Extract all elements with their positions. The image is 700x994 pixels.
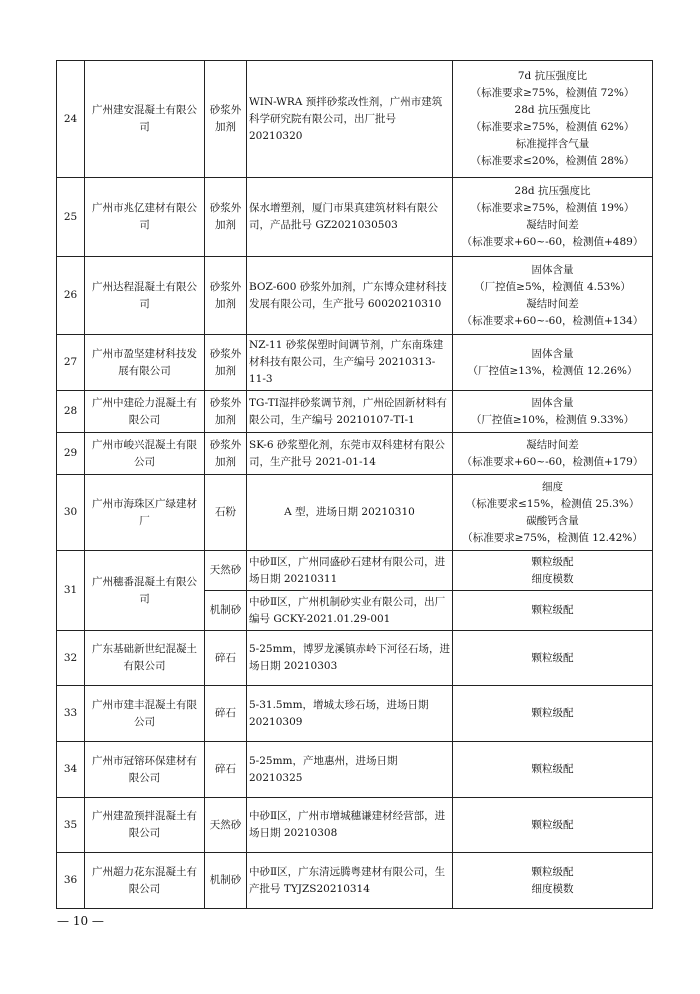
table-row — [57, 61, 653, 178]
table-row — [57, 433, 653, 475]
table-row — [57, 551, 653, 591]
table-row — [57, 391, 653, 433]
table-row — [57, 686, 653, 742]
table-row — [57, 257, 653, 335]
row-number: 31 — [57, 551, 85, 631]
product-type: 砂浆外加剂 — [205, 391, 247, 433]
row-number: 34 — [57, 742, 85, 798]
company-name: 广州达程混凝土有限公司 — [85, 257, 205, 335]
company-name: 广州市建丰混凝土有限公司 — [85, 686, 205, 742]
test-item-line: （标准要求≤20%，检测值 28%） — [470, 155, 635, 167]
product-type: 天然砂 — [205, 551, 247, 591]
test-item-line: 凝结时间差 — [526, 219, 579, 231]
test-item-line: （厂控值≥5%，检测值 4.53%） — [474, 280, 631, 293]
row-number: 27 — [57, 335, 85, 391]
row-number: 28 — [57, 391, 85, 433]
test-item-line: 碳酸钙含量 — [526, 514, 579, 527]
table-row — [57, 742, 653, 798]
test-item-line: 颗粒级配 — [531, 555, 574, 568]
test-item-line: 固体含量 — [531, 263, 574, 276]
test-item-line: 凝结时间差 — [526, 438, 579, 451]
product-type: 机制砂 — [205, 591, 247, 631]
test-items — [453, 257, 653, 335]
sample-info: SK-6 砂浆塑化剂，东莞市双科建材有限公司，生产批号 2021-01-14 — [247, 433, 453, 475]
test-items — [453, 853, 653, 909]
product-type: 天然砂 — [205, 798, 247, 853]
test-item-line: 凝结时间差 — [526, 297, 579, 310]
test-item-line: （标准要求+60~-60，检测值+134） — [461, 314, 644, 327]
test-items — [453, 335, 653, 391]
test-items — [453, 391, 653, 433]
row-number: 25 — [57, 178, 85, 257]
test-items — [453, 475, 653, 551]
product-type: 砂浆外加剂 — [205, 257, 247, 335]
company-name: 广州中建砼力混凝土有限公司 — [85, 391, 205, 433]
company-name: 广州市兆亿建材有限公司 — [85, 178, 205, 257]
test-item-line: 颗粒级配 — [531, 707, 574, 719]
test-item-line: （厂控值≥10%，检测值 9.33%） — [470, 413, 635, 426]
company-name: 广州市海珠区广绿建材厂 — [85, 475, 205, 551]
test-item-line: （标准要求+60~-60，检测值+179） — [461, 455, 644, 468]
row-number: 30 — [57, 475, 85, 551]
test-item-line: 细度 — [542, 480, 563, 493]
company-name: 广州市峻兴混凝土有限公司 — [85, 433, 205, 475]
test-item-line: 细度模数 — [531, 882, 574, 895]
product-type: 碎石 — [205, 686, 247, 742]
test-item-line: 颗粒级配 — [531, 651, 574, 664]
test-item-line: 28d 抗压强度比 — [514, 185, 591, 197]
table-row — [57, 178, 653, 257]
company-name: 广州超力花东混凝土有限公司 — [85, 853, 205, 909]
test-items — [453, 742, 653, 798]
row-number: 24 — [57, 61, 85, 178]
sample-info: 中砂Ⅱ区，广东清远腾粤建材有限公司，生产批号 TYJZS20210314 — [247, 853, 453, 909]
product-type: 碎石 — [205, 742, 247, 798]
product-type: 砂浆外加剂 — [205, 335, 247, 391]
test-item-line: 颗粒级配 — [531, 763, 574, 775]
test-item-line: （标准要求≥75%，检测值 72%） — [470, 87, 635, 99]
test-item-line: （标准要求≤15%，检测值 25.3%） — [465, 497, 640, 510]
test-item-line: 固体含量 — [531, 347, 574, 360]
row-number: 35 — [57, 798, 85, 853]
sample-info: A 型，进场日期 20210310 — [247, 475, 453, 551]
page-number: — 10 — — [57, 914, 104, 928]
test-items — [453, 798, 653, 853]
sample-info: 5-31.5mm，增城太珍石场，进场日期 20210309 — [247, 686, 453, 742]
sample-info: WIN-WRA 预拌砂浆改性剂，广州市建筑科学研究院有限公司，出厂批号 20210320 — [247, 61, 453, 178]
sample-info: 中砂Ⅱ区，广州机制砂实业有限公司，出厂编号 GCKY-2021.01.29-001 — [247, 591, 453, 631]
test-item-line: 7d 抗压强度比 — [517, 70, 588, 82]
test-item-line: 细度模数 — [531, 572, 574, 585]
test-item-line: 颗粒级配 — [531, 818, 574, 831]
row-number: 36 — [57, 853, 85, 909]
test-item-line: （标准要求≥75%，检测值 62%） — [470, 121, 635, 133]
test-items — [453, 686, 653, 742]
row-number: 33 — [57, 686, 85, 742]
test-items — [453, 61, 653, 178]
sample-info: NZ-11 砂浆保塑时间调节剂，广东南珠建材科技有限公司，生产编号 20210313-11-3 — [247, 335, 453, 391]
test-items — [453, 178, 653, 257]
test-item-line: （标准要求≥75%，检测值 12.42%） — [462, 531, 643, 544]
sample-info: TG-TⅠ湿拌砂浆调节剂，广州砼固新材料有限公司，生产编号 20210107-TⅠ-1 — [247, 391, 453, 433]
test-items — [453, 551, 653, 591]
product-type: 砂浆外加剂 — [205, 178, 247, 257]
product-type: 碎石 — [205, 631, 247, 686]
company-name: 广州建盈预拌混凝土有限公司 — [85, 798, 205, 853]
test-item-line: 颗粒级配 — [531, 865, 574, 878]
test-item-line: （厂控值≥13%，检测值 12.26%） — [467, 364, 638, 377]
sample-info: BOZ-600 砂浆外加剂，广东博众建材科技发展有限公司，生产批号 60020210310 — [247, 257, 453, 335]
test-item-line: 标准搅拌含气量 — [515, 138, 590, 150]
company-name: 广州建安混凝土有限公司 — [85, 61, 205, 178]
test-item-line: （标准要求+60~-60，检测值+489） — [461, 236, 644, 248]
row-number: 29 — [57, 433, 85, 475]
table-row — [57, 853, 653, 909]
product-type: 砂浆外加剂 — [205, 61, 247, 178]
table-row — [57, 631, 653, 686]
company-name: 广州穗番混凝土有限公司 — [85, 551, 205, 631]
row-number: 26 — [57, 257, 85, 335]
test-item-line: 颗粒级配 — [531, 604, 574, 616]
product-type: 砂浆外加剂 — [205, 433, 247, 475]
table-row — [57, 798, 653, 853]
test-item-line: （标准要求≥75%，检测值 19%） — [470, 202, 635, 214]
company-name: 广州市盈坚建材科技发展有限公司 — [85, 335, 205, 391]
company-name: 广东基础新世纪混凝土有限公司 — [85, 631, 205, 686]
sample-info: 5-25mm，博罗龙溪镇赤岭下河径石场，进场日期 20210303 — [247, 631, 453, 686]
product-type: 石粉 — [205, 475, 247, 551]
test-item-line: 固体含量 — [531, 396, 574, 409]
test-items — [453, 631, 653, 686]
test-items — [453, 591, 653, 631]
inspection-table — [56, 60, 653, 909]
sample-info: 中砂Ⅱ区，广州市增城穗谦建材经营部，进场日期 20210308 — [247, 798, 453, 853]
table-row — [57, 475, 653, 551]
test-item-line: 28d 抗压强度比 — [514, 104, 591, 116]
sample-info: 中砂Ⅱ区，广州同盛砂石建材有限公司，进场日期 20210311 — [247, 551, 453, 591]
row-number: 32 — [57, 631, 85, 686]
test-items — [453, 433, 653, 475]
table-row — [57, 335, 653, 391]
company-name: 广州市冠镕环保建材有限公司 — [85, 742, 205, 798]
product-type: 机制砂 — [205, 853, 247, 909]
sample-info: 5-25mm，产地惠州，进场日期 20210325 — [247, 742, 453, 798]
sample-info: 保水增塑剂，厦门市果真建筑材料有限公司，产品批号 GZ2021030503 — [247, 178, 453, 257]
